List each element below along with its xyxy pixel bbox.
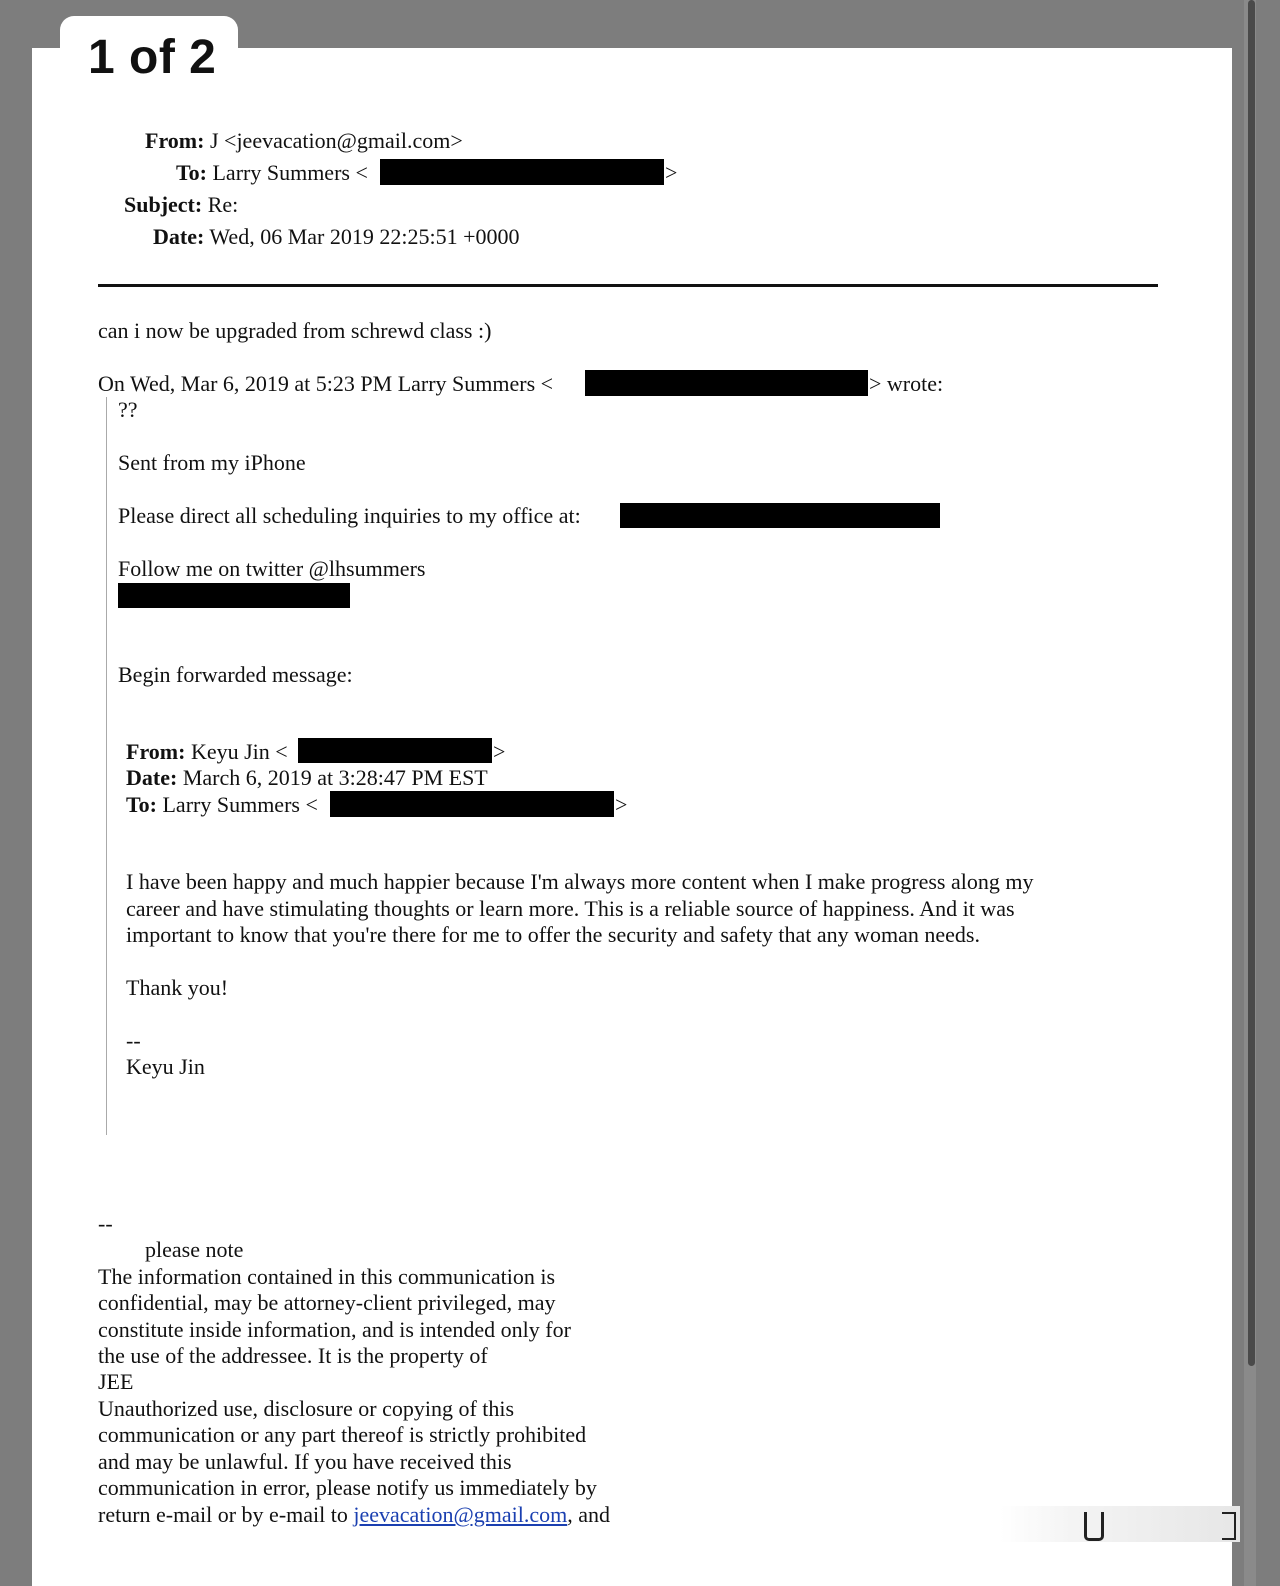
footer-line: communication or any part thereof is strictly prohibited bbox=[98, 1422, 587, 1447]
quoted-line: ?? bbox=[118, 397, 138, 422]
header-date-label: Date: bbox=[153, 224, 205, 249]
redaction-bar bbox=[298, 738, 492, 763]
fwd-sig-dashes: -- bbox=[126, 1028, 141, 1053]
footer-last-prefix: return e-mail or by e-mail to bbox=[98, 1502, 354, 1527]
header-date-row bbox=[153, 224, 519, 250]
header-divider bbox=[98, 284, 1158, 287]
fwd-from-row bbox=[126, 739, 288, 765]
fwd-paragraph-line: career and have stimulating thoughts or learn more. This is a reliable source of happiness. And it was bbox=[126, 896, 1015, 921]
header-to-value: Larry Summers < bbox=[212, 160, 368, 185]
fwd-signature: Keyu Jin bbox=[126, 1054, 205, 1079]
header-from-label: From: bbox=[145, 128, 205, 153]
fwd-thanks: Thank you! bbox=[126, 975, 229, 1000]
fwd-from-label: From: bbox=[126, 739, 186, 764]
fwd-to-row bbox=[126, 792, 318, 818]
header-subject-row bbox=[124, 192, 238, 218]
handle-icon[interactable] bbox=[1084, 1512, 1104, 1541]
footer-line: the use of the addressee. It is the property of bbox=[98, 1343, 488, 1368]
viewer-overlay bbox=[1000, 1506, 1240, 1542]
header-to-row bbox=[176, 160, 368, 186]
quote-bar bbox=[106, 397, 107, 1135]
footer-line: communication in error, please notify us immediately by bbox=[98, 1475, 597, 1500]
quote-intro-suffix: > wrote: bbox=[869, 371, 944, 396]
header-subject-value: Re: bbox=[207, 192, 239, 217]
footer-line: and may be unlawful. If you have received this bbox=[98, 1449, 512, 1474]
twitter-line: Follow me on twitter @lhsummers bbox=[118, 556, 426, 581]
fwd-paragraph-line: important to know that you're there for me to offer the security and safety that any woman needs. bbox=[126, 922, 980, 947]
redaction-bar bbox=[380, 159, 664, 185]
header-to-close: > bbox=[665, 160, 678, 185]
quote-intro-prefix: On Wed, Mar 6, 2019 at 5:23 PM Larry Summers < bbox=[98, 371, 554, 396]
fwd-to-label: To: bbox=[126, 792, 157, 817]
page-counter: 1 of 2 bbox=[88, 31, 217, 84]
footer-dashes: -- bbox=[98, 1211, 113, 1236]
fwd-to-close: > bbox=[615, 792, 628, 817]
footer-line: JEE bbox=[98, 1369, 134, 1394]
reply-text: can i now be upgraded from schrewd class :) bbox=[98, 318, 492, 343]
redaction-bar bbox=[330, 791, 614, 817]
redaction-bar bbox=[118, 583, 350, 608]
footer-note-title: please note bbox=[145, 1237, 244, 1262]
bracket-icon bbox=[1222, 1512, 1236, 1540]
fwd-from-value: Keyu Jin < bbox=[190, 739, 288, 764]
header-date-value: Wed, 06 Mar 2019 22:25:51 +0000 bbox=[209, 224, 520, 249]
scheduling-line: Please direct all scheduling inquiries to my office at: bbox=[118, 503, 581, 528]
begin-forwarded-line: Begin forwarded message: bbox=[118, 662, 353, 687]
sent-from-line: Sent from my iPhone bbox=[118, 450, 306, 475]
footer-line: constitute inside information, and is intended only for bbox=[98, 1317, 571, 1342]
fwd-from-close: > bbox=[493, 739, 506, 764]
footer-email-link[interactable]: jeevacation@gmail.com bbox=[353, 1502, 568, 1527]
footer-line: confidential, may be attorney-client privileged, may bbox=[98, 1290, 556, 1315]
fwd-date-value: March 6, 2019 at 3:28:47 PM EST bbox=[182, 765, 488, 790]
fwd-date-label: Date: bbox=[126, 765, 178, 790]
header-from-value: J <jeevacation@gmail.com> bbox=[209, 128, 463, 153]
redaction-bar bbox=[585, 370, 868, 396]
footer-line: Unauthorized use, disclosure or copying of this bbox=[98, 1396, 515, 1421]
header-from-row bbox=[145, 128, 463, 154]
footer-last-suffix: , and bbox=[567, 1502, 611, 1527]
footer-last-line bbox=[98, 1502, 610, 1528]
fwd-paragraph-line: I have been happy and much happier because I'm always more content when I make progress along my bbox=[126, 869, 1034, 894]
footer-line: The information contained in this communication is bbox=[98, 1264, 556, 1289]
header-to-label: To: bbox=[176, 160, 207, 185]
scrollbar-thumb[interactable] bbox=[1248, 0, 1255, 1366]
header-subject-label: Subject: bbox=[124, 192, 203, 217]
redaction-bar bbox=[620, 503, 940, 528]
fwd-date-row bbox=[126, 765, 488, 791]
fwd-to-value: Larry Summers < bbox=[162, 792, 318, 817]
